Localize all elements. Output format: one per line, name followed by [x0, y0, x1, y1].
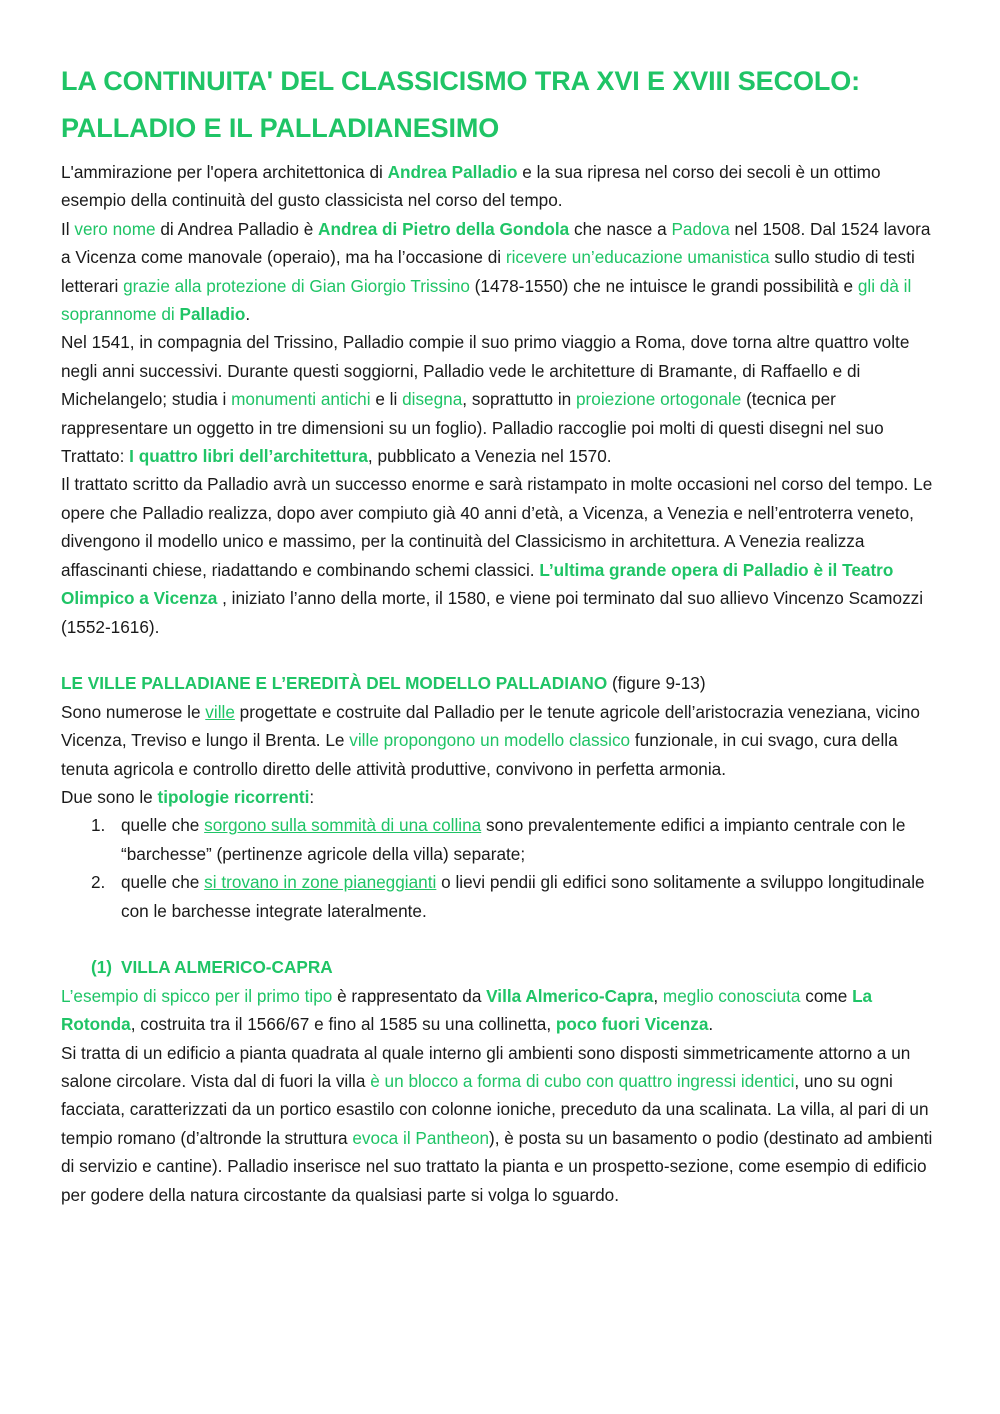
almerico-paragraph-2 — [61, 1039, 940, 1209]
intro-paragraph-1 — [61, 158, 940, 215]
text: e la sua ripresa nel corso dei secoli è un ottimo esempio della continuità del gusto classicista nel corso del tempo. — [61, 162, 881, 211]
subsection-number: (1) — [91, 957, 113, 978]
list-item — [91, 811, 940, 868]
list-number: 2. — [91, 872, 106, 893]
text: , uno su ogni facciata, caratterizzati da un portico esastilo con colonne ioniche, preceduto da una scalinata. La villa, al pari di un tempio romano (d’altronde la struttura — [61, 1070, 929, 1148]
text: Il trattato scritto da Palladio avrà un successo enorme e sarà ristampato in molte occasioni nel corso del tempo. Le opere che Palladio realizza, dopo aver compiuto già 40 anni d’età, a Vicenza, a Venezia e nell’entroterra veneto, divengono il modello unico e massimo, per la continuità del Classicismo in architettura. A Venezia realizza affascinanti chiese, riadattando e combinando schemi classici. — [61, 474, 933, 580]
title-line-1: LA CONTINUITA' DEL CLASSICISMO TRA XVI E XVIII SECOLO: — [61, 66, 861, 96]
text: Due sono le — [61, 786, 158, 807]
highlight-la-rotonda: La Rotonda — [61, 985, 873, 1035]
list-item — [91, 868, 940, 925]
text: (1478-1550) che ne intuisce le grandi possibilità e — [469, 275, 858, 296]
highlight-fuori-vicenza: poco fuori Vicenza — [555, 1014, 709, 1035]
highlight-andrea-palladio: Andrea Palladio — [387, 162, 518, 182]
tipologie-list — [61, 811, 940, 925]
text: quelle che — [121, 872, 205, 893]
text: sono prevalentemente edifici a impianto centrale con le “barchesse” (pertinenze agricole della villa) separate; — [121, 815, 906, 864]
text: (tecnica per rappresentare un oggetto in tre dimensioni su un foglio). Palladio raccoglie poi molti di questi disegni nel suo Trattato: — [61, 389, 884, 467]
text: , soprattutto in — [462, 389, 576, 410]
highlight-tipologie: tipologie ricorrenti — [157, 786, 310, 807]
text: sullo studio di testi letterari — [61, 247, 915, 296]
text: che nasce a — [569, 218, 672, 239]
highlight-esempio: L’esempio di spicco per il primo tipo — [61, 985, 333, 1006]
spacer — [61, 925, 940, 953]
intro-paragraph-4 — [61, 470, 940, 640]
highlight-proiezione: proiezione ortogonale — [576, 389, 742, 410]
text: Sono numerose le — [61, 701, 206, 722]
highlight-palladio: Palladio — [179, 304, 246, 325]
highlight-pantheon: evoca il Pantheon — [352, 1127, 490, 1148]
highlight-villa-almerico: Villa Almerico-Capra — [486, 985, 654, 1006]
text: Il — [61, 218, 75, 239]
highlight-collina: sorgono sulla sommità di una collina — [204, 815, 482, 836]
intro-paragraph-3 — [61, 328, 940, 470]
text: quelle che — [121, 815, 205, 836]
text: , pubblicato a Venezia nel 1570. — [367, 446, 612, 467]
text: progettate e costruite dal Palladio per le tenute agricole dell’aristocrazia veneziana, vicino Vicenza, Treviso e lungo il Brenta. Le — [61, 701, 920, 751]
ville-paragraph-1 — [61, 698, 940, 783]
section-heading-note: (figure 9-13) — [607, 673, 706, 694]
text: L'ammirazione per l'opera architettonica di — [61, 162, 388, 182]
text: Si tratta di un edificio a pianta quadrata al quale interno gli ambienti sono disposti simmetricamente attorno a un salone circolare. Vista dal di fuori la villa — [61, 1042, 911, 1091]
text: di Andrea Palladio è — [155, 218, 319, 239]
subsection-heading-almerico — [61, 953, 940, 981]
text: nel 1508. Dal 1524 lavora a Vicenza come manovale (operaio), ma ha l’occasione di — [61, 218, 931, 268]
highlight-cubo: è un blocco a forma di cubo con quattro ingressi identici — [370, 1070, 795, 1091]
document-title — [61, 58, 940, 152]
text: : — [309, 786, 315, 807]
text: come — [800, 985, 853, 1006]
highlight-modello-classico: ville propongono un modello classico — [349, 730, 631, 751]
subsection-heading-text: VILLA ALMERICO-CAPRA — [121, 957, 333, 978]
text: . — [708, 1014, 714, 1035]
highlight-disegna: disegna — [402, 389, 463, 410]
text: . — [245, 304, 251, 325]
highlight-conosciuta: meglio conosciuta — [662, 985, 801, 1006]
spacer — [61, 641, 940, 669]
intro-paragraph-2 — [61, 215, 940, 329]
text: Nel 1541, in compagnia del Trissino, Palladio compie il suo primo viaggio a Roma, dove torna altre quattro volte negli anni successivi. Durante questi soggiorni, Palladio vede le architetture di Bramante, di Raffaello e di Michelangelo; studia i — [61, 332, 910, 410]
highlight-full-name: Andrea di Pietro della Gondola — [318, 218, 570, 239]
text: o lievi pendii gli edifici sono solitamente a sviluppo longitudinale con le barchesse integrate lateralmente. — [121, 872, 925, 921]
text: è rappresentato da — [332, 985, 487, 1006]
text: , costruita tra il 1566/67 e fino al 1585 su una collinetta, — [130, 1014, 556, 1035]
highlight-trissino: grazie alla protezione di Gian Giorgio Trissino — [123, 275, 470, 296]
section-heading-text: LE VILLE PALLADIANE E L’EREDITÀ DEL MODELLO PALLADIANO — [61, 673, 608, 694]
text: ), è posta su un basamento o podio (destinato ad ambienti di servizio e cantine). Palladio inserisce nel suo trattato la pianta e un prospetto-sezione, come esempio di edificio per godere della natura circostante da qualsiasi parte si volga lo sguardo. — [61, 1127, 933, 1205]
text: , — [653, 985, 663, 1006]
highlight-teatro-olimpico: L’ultima grande opera di Palladio è il Teatro Olimpico a Vicenza — [61, 559, 894, 609]
text: e li — [370, 389, 403, 410]
highlight-educazione: ricevere un’educazione umanistica — [505, 247, 770, 268]
list-number: 1. — [91, 815, 106, 836]
highlight-pianeggianti: si trovano in zone pianeggianti — [204, 872, 437, 893]
text: funzionale, in cui svago, cura della tenuta agricola e controllo diretto delle attività produttive, convivono in perfetta armonia. — [61, 730, 898, 779]
highlight-padova: Padova — [671, 218, 730, 239]
almerico-paragraph-1 — [61, 982, 940, 1039]
highlight-ville: ville — [205, 701, 235, 722]
highlight-soprannome: gli dà il soprannome di — [61, 275, 912, 325]
highlight-vero-nome: vero nome — [74, 218, 156, 239]
highlight-monumenti: monumenti antichi — [231, 389, 371, 410]
text: , iniziato l’anno della morte, il 1580, e viene poi terminato dal suo allievo Vincenzo Scamozzi (1552-1616). — [61, 588, 924, 637]
title-line-2: PALLADIO E IL PALLADIANESIMO — [61, 113, 500, 143]
ville-paragraph-2 — [61, 783, 940, 811]
highlight-trattato: I quattro libri dell’architettura — [129, 446, 368, 467]
section-heading-ville — [61, 669, 940, 697]
